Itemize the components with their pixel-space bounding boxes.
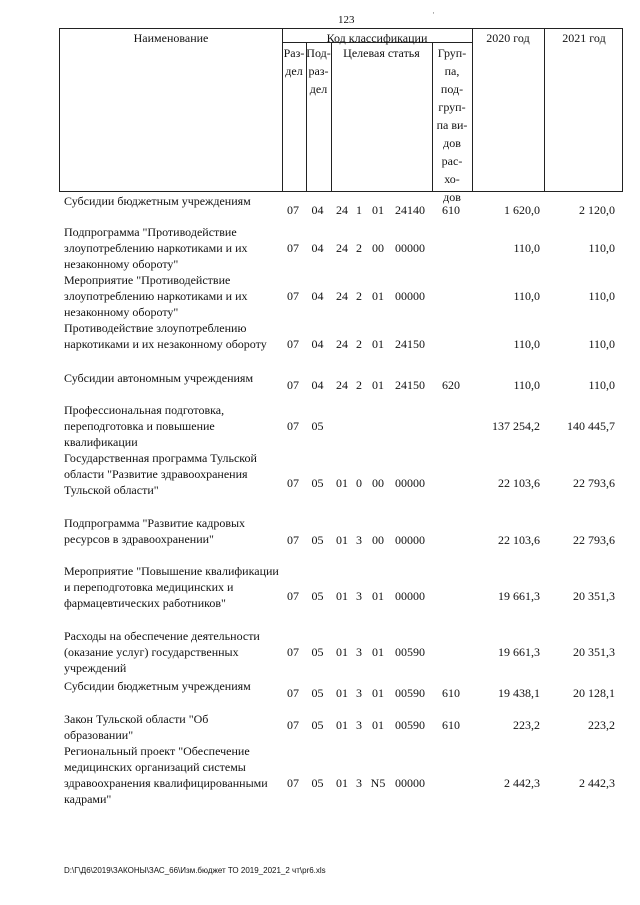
row-name: Подпрограмма "Развитие кадровых ресурсов в здравоохранении" bbox=[64, 516, 246, 546]
cell-razdel: 07 bbox=[287, 776, 299, 790]
cell-razdel: 07 bbox=[287, 241, 299, 255]
cell-2021: 2 442,3 bbox=[579, 776, 615, 790]
cell-cs4: 00000 bbox=[395, 589, 425, 603]
file-path-footer: D:\Г\Д6\2019\ЗАКОНЫ\ЗАС_66\Изм.бюджет ТО 2019_2021_2 чт\pr6.xls bbox=[64, 866, 326, 875]
row-name: Профессиональная подготовка, переподготовка и повышение квалификации bbox=[64, 403, 225, 449]
cell-2020: 19 438,1 bbox=[498, 686, 540, 700]
cell-2020: 110,0 bbox=[513, 289, 540, 303]
cell-2020: 110,0 bbox=[513, 241, 540, 255]
cell-razdel: 07 bbox=[287, 718, 299, 732]
cell-podrazdel: 04 bbox=[311, 203, 324, 217]
cell-podrazdel: 05 bbox=[311, 718, 324, 732]
table-row bbox=[0, 711, 640, 743]
header-target-article: Целевая статья bbox=[343, 46, 420, 60]
cell-2020: 110,0 bbox=[513, 337, 540, 351]
table-row bbox=[0, 193, 640, 219]
cell-cs1: 01 bbox=[336, 589, 348, 603]
header-name: Наименование bbox=[133, 31, 209, 45]
cell-cs4: 00000 bbox=[395, 476, 425, 490]
cell-cs3: 00 bbox=[372, 476, 384, 490]
cell-podrazdel: 05 bbox=[311, 533, 324, 547]
cell-cs4: 00000 bbox=[395, 776, 425, 790]
row-name: Закон Тульской области "Об образовании" bbox=[64, 712, 209, 742]
cell-cs4: 00000 bbox=[395, 533, 425, 547]
cell-cs2: 2 bbox=[356, 378, 362, 392]
cell-2021: 110,0 bbox=[588, 337, 615, 351]
row-name: Мероприятие "Повышение квалификации и переподготовка медицинских и фармацевтических работников" bbox=[64, 564, 279, 610]
cell-cs3: N5 bbox=[370, 776, 386, 790]
cell-2021: 2 120,0 bbox=[579, 203, 615, 217]
cell-2020: 110,0 bbox=[513, 378, 540, 392]
cell-cs3: 01 bbox=[372, 686, 384, 700]
cell-2020: 2 442,3 bbox=[504, 776, 540, 790]
cell-cs3: 00 bbox=[372, 533, 384, 547]
row-name: Подпрограмма "Противодействие злоупотреблению наркотиками и их незаконному обороту" bbox=[64, 225, 248, 271]
table-row bbox=[0, 628, 640, 676]
table-row bbox=[0, 320, 640, 368]
cell-2021: 20 128,1 bbox=[573, 686, 615, 700]
cell-2020: 19 661,3 bbox=[498, 645, 540, 659]
cell-cs2: 3 bbox=[356, 718, 362, 732]
cell-cs1: 24 bbox=[336, 241, 348, 255]
cell-podrazdel: 05 bbox=[311, 686, 324, 700]
table-row bbox=[0, 370, 640, 396]
cell-2021: 110,0 bbox=[588, 289, 615, 303]
cell-cs3: 01 bbox=[372, 378, 384, 392]
cell-cs1: 01 bbox=[336, 533, 348, 547]
cell-cs3: 01 bbox=[372, 203, 384, 217]
scan-dot: · bbox=[432, 8, 435, 18]
cell-cs3: 01 bbox=[372, 289, 384, 303]
cell-2021: 110,0 bbox=[588, 378, 615, 392]
cell-cs4: 00590 bbox=[395, 718, 425, 732]
cell-razdel: 07 bbox=[287, 419, 299, 433]
cell-vr: 610 bbox=[442, 686, 460, 700]
cell-podrazdel: 05 bbox=[311, 776, 324, 790]
row-name: Противодействие злоупотреблению наркотиками и их незаконному обороту bbox=[64, 321, 267, 351]
cell-cs2: 0 bbox=[356, 476, 362, 490]
cell-cs4: 00590 bbox=[395, 686, 425, 700]
cell-cs1: 01 bbox=[336, 476, 348, 490]
row-name: Мероприятие "Противодействие злоупотреблению наркотиками и их незаконному обороту" bbox=[64, 273, 248, 319]
cell-cs1: 01 bbox=[336, 686, 348, 700]
cell-razdel: 07 bbox=[287, 589, 299, 603]
header-code-group: Код классификации bbox=[326, 31, 428, 45]
cell-cs3: 01 bbox=[372, 589, 384, 603]
table-row bbox=[0, 450, 640, 500]
table-row bbox=[0, 402, 640, 450]
cell-cs1: 01 bbox=[336, 776, 348, 790]
cell-cs2: 3 bbox=[356, 776, 362, 790]
cell-razdel: 07 bbox=[287, 378, 299, 392]
cell-podrazdel: 05 bbox=[311, 645, 324, 659]
table-row bbox=[0, 515, 640, 551]
cell-razdel: 07 bbox=[287, 289, 299, 303]
cell-cs4: 00590 bbox=[395, 645, 425, 659]
row-name: Расходы на обеспечение деятельности (оказание услуг) государственных учреждений bbox=[64, 629, 260, 675]
table-row bbox=[0, 743, 640, 807]
header-subsection: Под- раз- дел bbox=[306, 46, 331, 96]
cell-podrazdel: 04 bbox=[311, 289, 324, 303]
cell-2020: 223,2 bbox=[513, 718, 540, 732]
cell-2021: 110,0 bbox=[588, 241, 615, 255]
row-name: Государственная программа Тульской области "Развитие здравоохранения Тульской области" bbox=[64, 451, 257, 497]
cell-cs2: 3 bbox=[356, 533, 362, 547]
cell-cs2: 1 bbox=[356, 203, 362, 217]
cell-2021: 22 793,6 bbox=[573, 476, 615, 490]
cell-cs2: 2 bbox=[356, 241, 362, 255]
cell-vr: 610 bbox=[442, 203, 460, 217]
cell-2021: 140 445,7 bbox=[567, 419, 615, 433]
cell-cs2: 3 bbox=[356, 686, 362, 700]
cell-2021: 20 351,3 bbox=[573, 645, 615, 659]
cell-razdel: 07 bbox=[287, 337, 299, 351]
header-year-2020: 2020 год bbox=[486, 31, 530, 45]
cell-vr: 620 bbox=[442, 378, 460, 392]
cell-cs2: 3 bbox=[356, 645, 362, 659]
cell-cs1: 24 bbox=[336, 337, 348, 351]
cell-razdel: 07 bbox=[287, 686, 299, 700]
table-row bbox=[0, 563, 640, 627]
cell-2021: 22 793,6 bbox=[573, 533, 615, 547]
header-year-2021: 2021 год bbox=[562, 31, 606, 45]
row-name: Субсидии бюджетным учреждениям bbox=[64, 679, 251, 693]
cell-cs3: 01 bbox=[372, 645, 384, 659]
cell-razdel: 07 bbox=[287, 645, 299, 659]
row-name: Субсидии бюджетным учреждениям bbox=[64, 194, 251, 208]
cell-2021: 20 351,3 bbox=[573, 589, 615, 603]
cell-podrazdel: 05 bbox=[311, 589, 324, 603]
cell-razdel: 07 bbox=[287, 533, 299, 547]
cell-razdel: 07 bbox=[287, 203, 299, 217]
cell-cs4: 24150 bbox=[395, 378, 425, 392]
cell-razdel: 07 bbox=[287, 476, 299, 490]
cell-cs2: 3 bbox=[356, 589, 362, 603]
cell-2020: 137 254,2 bbox=[492, 419, 540, 433]
cell-cs2: 2 bbox=[356, 337, 362, 351]
cell-cs4: 24140 bbox=[395, 203, 425, 217]
table-row bbox=[0, 678, 640, 704]
cell-2020: 22 103,6 bbox=[498, 476, 540, 490]
cell-cs3: 01 bbox=[372, 718, 384, 732]
cell-cs1: 01 bbox=[336, 645, 348, 659]
cell-cs4: 00000 bbox=[395, 289, 425, 303]
cell-cs1: 24 bbox=[336, 203, 348, 217]
row-name: Субсидии автономным учреждениям bbox=[64, 371, 254, 385]
cell-cs3: 01 bbox=[372, 337, 384, 351]
cell-podrazdel: 04 bbox=[311, 378, 324, 392]
cell-podrazdel: 04 bbox=[311, 337, 324, 351]
cell-cs1: 24 bbox=[336, 289, 348, 303]
cell-2020: 22 103,6 bbox=[498, 533, 540, 547]
header-section: Раз- дел bbox=[283, 46, 305, 78]
cell-cs4: 24150 bbox=[395, 337, 425, 351]
cell-cs2: 2 bbox=[356, 289, 362, 303]
row-name: Региональный проект "Обеспечение медицинских организаций системы здравоохранения квалифицированными кадрами" bbox=[64, 744, 268, 806]
cell-cs4: 00000 bbox=[395, 241, 425, 255]
cell-podrazdel: 05 bbox=[311, 419, 324, 433]
cell-podrazdel: 05 bbox=[311, 476, 324, 490]
table-row bbox=[0, 224, 640, 272]
cell-cs1: 24 bbox=[336, 378, 348, 392]
page-number: 123 bbox=[338, 14, 355, 26]
cell-cs1: 01 bbox=[336, 718, 348, 732]
cell-podrazdel: 04 bbox=[311, 241, 324, 255]
cell-2020: 19 661,3 bbox=[498, 589, 540, 603]
table-row bbox=[0, 272, 640, 320]
cell-cs3: 00 bbox=[372, 241, 384, 255]
cell-vr: 610 bbox=[442, 718, 460, 732]
header-expense-group: Груп- па, под- груп- па ви- дов рас- хо- дов bbox=[436, 46, 468, 204]
cell-2020: 1 620,0 bbox=[504, 203, 540, 217]
cell-2021: 223,2 bbox=[588, 718, 615, 732]
